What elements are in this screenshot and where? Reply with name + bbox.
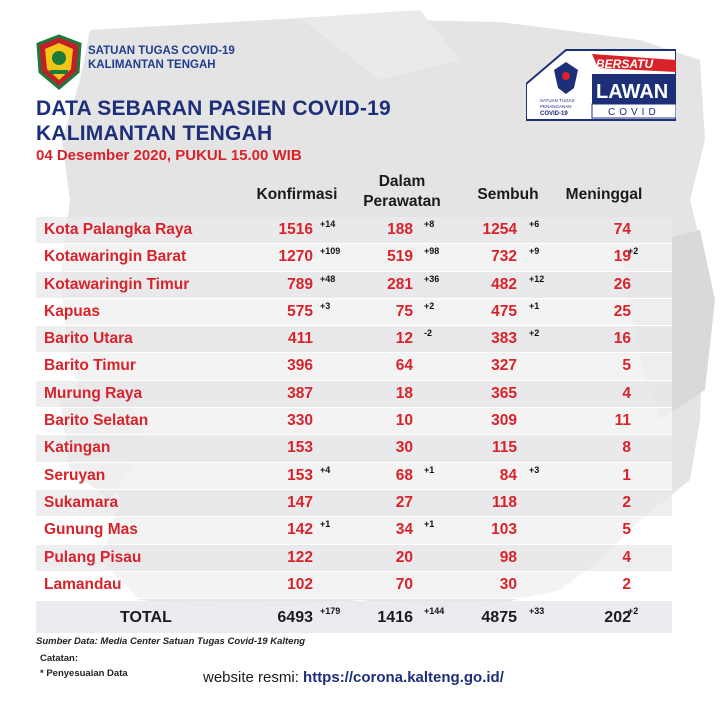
deaths-value: 4	[622, 548, 631, 566]
total-confirmed: 6493	[277, 609, 313, 626]
deaths-value: 26	[613, 275, 631, 293]
page-title	[36, 96, 391, 146]
deaths-value: 8	[622, 439, 631, 457]
table-row	[36, 490, 672, 517]
confirmed-value: 147	[287, 493, 313, 511]
table-row	[36, 517, 672, 544]
confirmed-delta: +1	[320, 519, 331, 530]
deaths-value: 5	[622, 357, 631, 375]
treated-value: 75	[395, 302, 413, 320]
total-deaths-delta: +2	[628, 606, 639, 616]
table-row	[36, 435, 672, 462]
treated-delta: +2	[424, 300, 435, 311]
header-treated-line1: Dalam	[378, 173, 426, 190]
recovered-delta: +12	[529, 273, 545, 284]
deaths-value: 5	[622, 521, 631, 539]
recovered-delta: +2	[529, 328, 540, 339]
total-deaths: 202	[604, 609, 631, 626]
recovered-delta: +6	[529, 219, 540, 229]
badge-small-line2: PENANGANAN	[540, 104, 572, 109]
recovered-value: 118	[491, 493, 517, 511]
table-row	[36, 353, 672, 380]
treated-value: 30	[395, 439, 413, 457]
recovered-value: 732	[491, 248, 517, 266]
header-recovered: Sembuh	[477, 186, 539, 203]
treated-value: 18	[395, 384, 413, 402]
org-name-line1: SATUAN TUGAS COVID-19	[88, 45, 235, 57]
table-row	[36, 244, 672, 271]
badge-line2: LAWAN	[596, 81, 669, 103]
total-treated: 1416	[377, 609, 413, 626]
treated-delta: +8	[424, 219, 435, 229]
data-source: Sumber Data: Media Center Satuan Tugas Covid-19 Kalteng	[36, 636, 306, 647]
confirmed-delta: +48	[320, 273, 336, 284]
kalteng-emblem-icon	[36, 34, 82, 90]
org-name-line2: KALIMANTAN TENGAH	[88, 59, 216, 71]
recovered-value: 1254	[482, 221, 517, 238]
recovered-value: 30	[499, 575, 517, 593]
deaths-value: 11	[614, 412, 631, 430]
confirmed-value: 102	[287, 575, 313, 593]
recovered-value: 327	[491, 357, 517, 375]
table-row	[36, 217, 672, 244]
table-row	[36, 463, 672, 490]
region-name: Barito Utara	[44, 330, 133, 348]
confirmed-value: 330	[287, 412, 313, 430]
total-confirmed-delta: +179	[320, 606, 341, 616]
region-name: Murung Raya	[44, 384, 143, 402]
recovered-value: 103	[491, 521, 517, 539]
recovered-value: 475	[491, 302, 517, 320]
header-deaths: Meninggal	[565, 186, 643, 203]
region-name: Kota Palangka Raya	[44, 221, 193, 238]
treated-value: 70	[395, 575, 413, 593]
badge-small-line3: COVID-19	[540, 111, 568, 117]
confirmed-value: 1270	[278, 248, 313, 266]
deaths-value: 16	[613, 330, 631, 348]
confirmed-value: 411	[287, 330, 313, 348]
treated-value: 27	[395, 493, 413, 511]
region-name: Gunung Mas	[44, 521, 138, 539]
table-row	[36, 272, 672, 299]
treated-delta: +36	[424, 273, 440, 284]
confirmed-delta: +3	[320, 300, 331, 311]
deaths-value: 2	[622, 493, 631, 511]
recovered-delta: +9	[529, 246, 540, 257]
header-confirmed: Konfirmasi	[256, 186, 338, 203]
title-line1: DATA SEBARAN PASIEN COVID-19	[36, 97, 391, 120]
deaths-value: 4	[622, 384, 631, 402]
confirmed-delta: +14	[320, 219, 336, 229]
website-link[interactable]: https://corona.kalteng.go.id/	[303, 669, 504, 686]
region-name: Pulang Pisau	[44, 548, 142, 566]
region-name: Sukamara	[44, 493, 119, 511]
recovered-delta: +1	[529, 300, 540, 311]
treated-delta: +98	[424, 246, 440, 257]
deaths-value: 2	[622, 575, 631, 593]
treated-value: 68	[395, 466, 413, 484]
treated-value: 281	[387, 275, 413, 293]
confirmed-value: 153	[287, 439, 313, 457]
table-row	[36, 299, 672, 326]
website-label: website resmi:	[203, 669, 304, 686]
region-name: Kotawaringin Timur	[44, 275, 190, 293]
org-name	[88, 44, 235, 72]
title-line2: KALIMANTAN TENGAH	[36, 122, 273, 145]
table-row	[36, 572, 672, 599]
table-row	[36, 326, 672, 353]
header-treated-line2: Perawatan	[363, 193, 441, 210]
treated-value: 20	[395, 548, 413, 566]
recovered-value: 365	[491, 384, 517, 402]
region-name: Kapuas	[44, 302, 100, 320]
table-row	[36, 545, 672, 572]
total-recovered-delta: +33	[529, 606, 545, 616]
recovered-value: 383	[491, 330, 517, 348]
treated-delta: +1	[424, 519, 435, 530]
badge-line1: BERSATU	[596, 57, 654, 71]
note-adjustment: * Penyesuaian Data	[40, 668, 128, 679]
website-line	[203, 669, 504, 686]
confirmed-value: 387	[287, 384, 313, 402]
deaths-value: 19	[613, 248, 631, 266]
confirmed-delta: +4	[320, 464, 331, 475]
treated-value: 10	[395, 412, 413, 430]
total-row	[36, 601, 672, 633]
badge-small-line1: SATUAN TUGAS	[540, 98, 575, 103]
total-recovered: 4875	[481, 609, 517, 626]
notes-label: Catatan:	[40, 653, 79, 664]
deaths-delta: +2	[628, 246, 639, 257]
treated-value: 64	[395, 357, 413, 375]
bersatu-lawan-covid-badge	[526, 44, 676, 124]
treated-delta: -2	[424, 328, 433, 339]
region-name: Seruyan	[44, 466, 106, 484]
recovered-value: 482	[491, 275, 517, 293]
recovered-value: 115	[491, 439, 517, 457]
treated-value: 34	[395, 521, 413, 539]
deaths-value: 74	[613, 221, 631, 238]
data-table	[36, 217, 672, 599]
badge-line3: COVID	[608, 107, 660, 118]
report-date: 04 Desember 2020, PUKUL 15.00 WIB	[36, 147, 302, 164]
confirmed-value: 122	[287, 548, 313, 566]
table-row	[36, 408, 672, 435]
total-label: TOTAL	[120, 609, 172, 626]
confirmed-value: 142	[287, 521, 313, 539]
treated-value: 188	[387, 221, 413, 238]
confirmed-value: 1516	[278, 221, 313, 238]
region-name: Barito Timur	[44, 357, 136, 375]
region-name: Lamandau	[44, 575, 122, 593]
region-name: Barito Selatan	[44, 412, 149, 430]
confirmed-delta: +109	[320, 246, 341, 257]
recovered-value: 309	[491, 412, 517, 430]
confirmed-value: 396	[287, 357, 313, 375]
deaths-value: 25	[613, 302, 631, 320]
confirmed-value: 789	[287, 275, 313, 293]
recovered-value: 84	[499, 466, 517, 484]
region-name: Kotawaringin Barat	[44, 248, 187, 266]
header-treated	[355, 172, 449, 212]
total-treated-delta: +144	[424, 606, 445, 616]
region-name: Katingan	[44, 439, 111, 457]
treated-value: 12	[395, 330, 413, 348]
deaths-value: 1	[622, 466, 631, 484]
confirmed-value: 575	[287, 302, 313, 320]
recovered-value: 98	[499, 548, 517, 566]
table-row	[36, 381, 672, 408]
recovered-delta: +3	[529, 464, 540, 475]
treated-delta: +1	[424, 464, 435, 475]
treated-value: 519	[387, 248, 413, 266]
confirmed-value: 153	[287, 466, 313, 484]
